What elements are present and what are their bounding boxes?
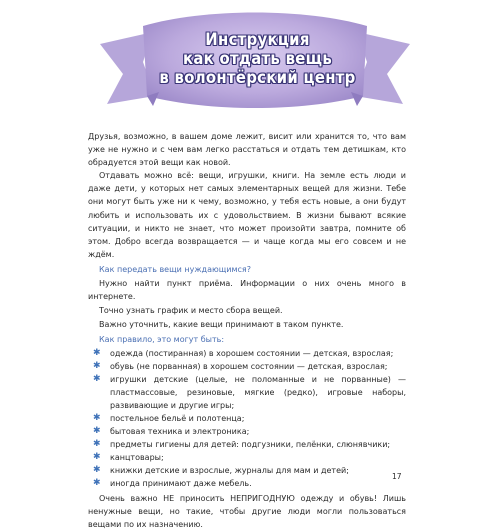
- accepted-items-list: [88, 347, 406, 491]
- asterisk-bullet-icon: ✱: [93, 347, 101, 358]
- title-banner: [95, 4, 415, 124]
- how-to-question: Как передать вещи нуждающимся?: [99, 264, 251, 274]
- asterisk-bullet-icon: ✱: [93, 426, 101, 437]
- page-title: [155, 30, 360, 87]
- step-1-text: Нужно найти пункт приёма. Информации о них очень много в интернете.: [88, 279, 406, 302]
- list-item: ✱ канцтовары;: [88, 451, 406, 464]
- items-heading: Как правило, это могут быть:: [99, 335, 225, 345]
- list-item: ✱ бытовая техника и электроника;: [88, 425, 406, 438]
- asterisk-bullet-icon: ✱: [93, 360, 101, 371]
- intro-paragraph-2: Отдавать можно всё: вещи, игрушки, книги. На земле есть люди и даже дети, у которых нет самых элементарных вещей для жизни. Тебе они могут быть уже ни к чему, возможно, у тебя есть новые, а они будут любить и использовать их с удовольствием. В жизни бывают всякие ситуации, и никто не знает, что может произойти завтра, помните об этом. Добро всегда возвращается — и чаще когда мы его совсем и не ждём.: [88, 171, 406, 259]
- title-line-2: как отдать вещь: [182, 49, 333, 68]
- list-item: ✱ обувь (не порванная) в хорошем состоянии — детская, взрослая;: [88, 360, 406, 373]
- list-item: ✱ книжки детские и взрослые, журналы для мам и детей;: [88, 464, 406, 477]
- list-item: ✱ одежда (постиранная) в хорошем состоянии — детская, взрослая;: [88, 347, 406, 360]
- list-item: ✱ предметы гигиены для детей: подгузники, пелёнки, слюнявчики;: [88, 438, 406, 451]
- title-line-3: в волонтёрский центр: [159, 68, 356, 87]
- closing-paragraph: Очень важно НЕ приносить НЕПРИГОДНУЮ одежду и обувь! Лишь ненужные вещи, но такие, чтобы другие люди могли пользоваться вещами по их назначению.: [88, 493, 406, 529]
- step-2-text: Точно узнать график и место сбора вещей.: [99, 306, 283, 316]
- asterisk-bullet-icon: ✱: [93, 465, 101, 476]
- list-item: ✱ игрушки детские (целые, не поломанные и не порванные) — пластмассовые, резиновые, мягкие (редко), игровые наборы, развивающие и другие игры;: [93, 373, 406, 410]
- asterisk-bullet-icon: ✱: [93, 452, 101, 463]
- asterisk-bullet-icon: ✱: [93, 373, 101, 384]
- asterisk-bullet-icon: ✱: [93, 478, 101, 489]
- intro-paragraph-1: Друзья, возможно, в вашем доме лежит, висит или хранится то, что вам уже не нужно и с чем вам легко расстаться и отдать тем детишкам, кто обрадуется этой вещи как новой.: [88, 132, 406, 168]
- asterisk-bullet-icon: ✱: [93, 439, 101, 450]
- step-3-text: Важно уточнить, какие вещи принимают в таком пункте.: [99, 320, 344, 330]
- list-item: ✱ постельное бельё и полотенца;: [88, 412, 406, 425]
- page-number: 17: [392, 472, 402, 481]
- article-body: [88, 130, 406, 531]
- title-line-1: Инструкция: [205, 30, 310, 49]
- list-item: ✱ иногда принимают даже мебель.: [88, 477, 406, 490]
- asterisk-bullet-icon: ✱: [93, 412, 101, 423]
